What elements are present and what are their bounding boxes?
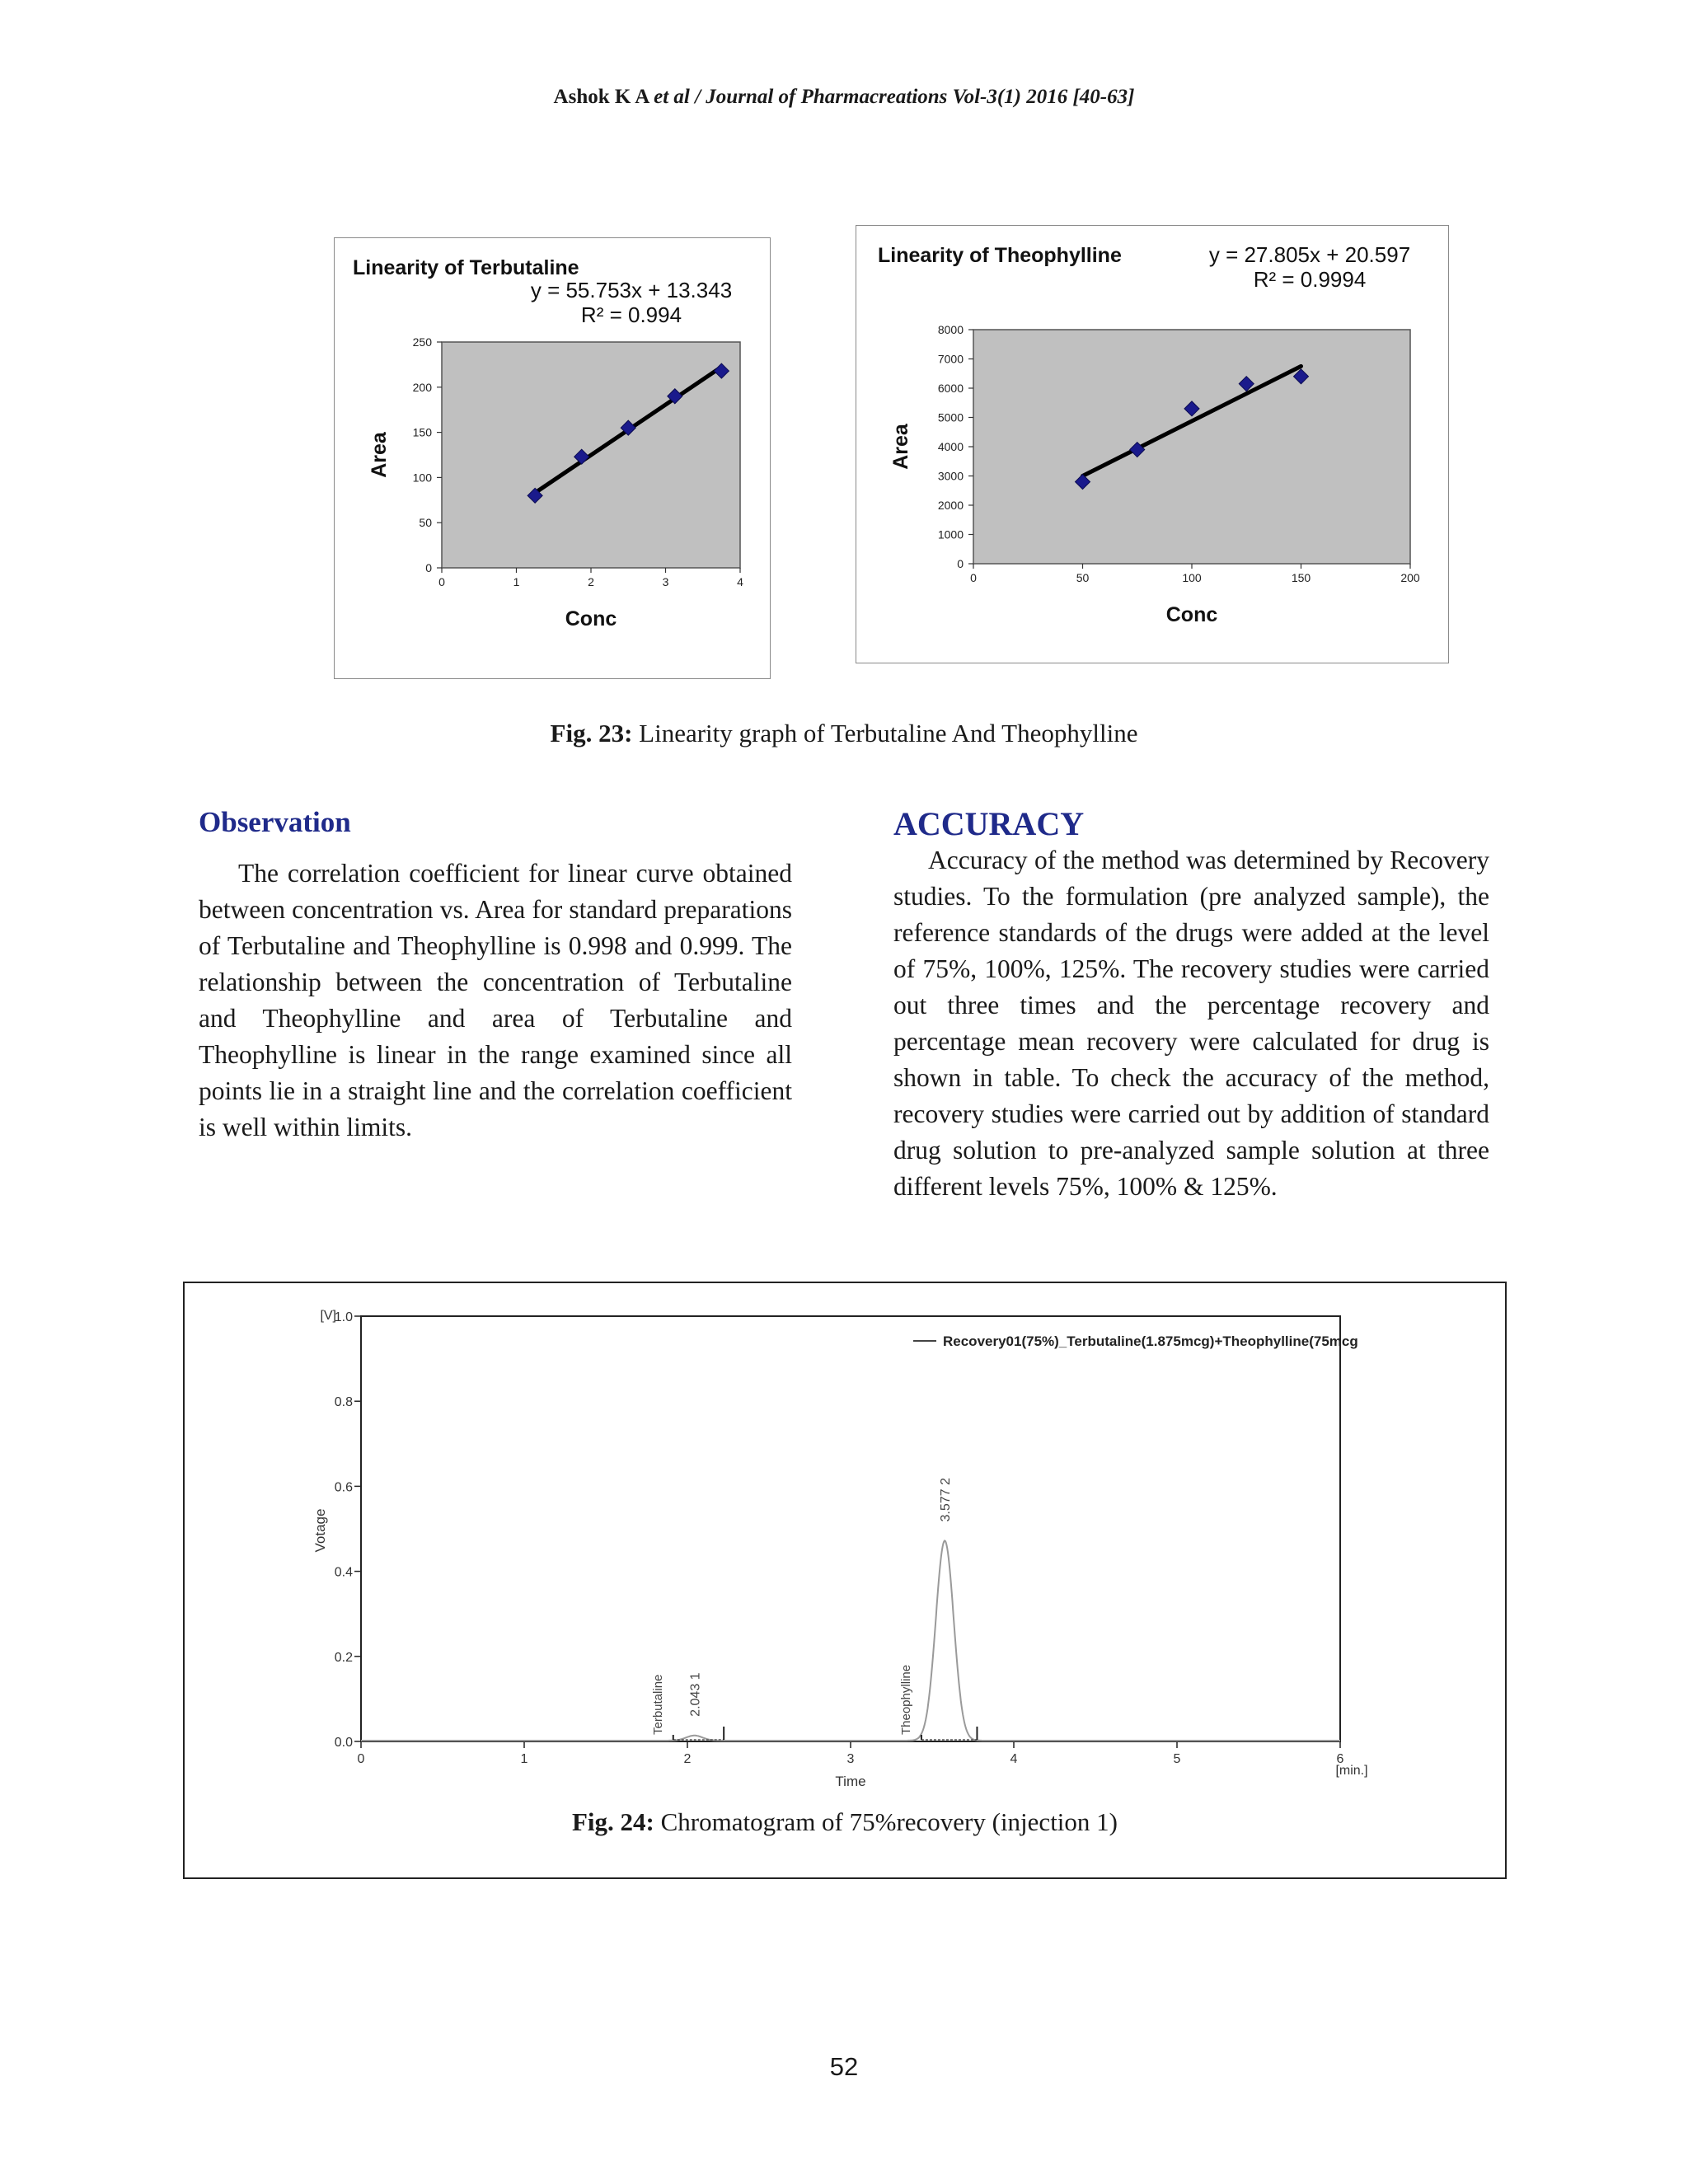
chromatogram-y-tick-label: 1.0	[334, 1310, 353, 1324]
terbutaline-r-squared: R² = 0.994	[580, 302, 682, 327]
chromatogram-x-tick-label: 5	[1173, 1752, 1181, 1766]
chromatogram-y-axis-label: Votage	[312, 1508, 328, 1553]
running-head	[0, 86, 1688, 109]
terbutaline-x-tick-label: 4	[737, 575, 743, 588]
theophylline-x-tick-label: 100	[1182, 571, 1202, 584]
terbutaline-y-tick-label: 150	[412, 425, 432, 439]
fig23-caption-label: Fig. 23:	[550, 719, 633, 748]
theophylline-y-tick-label: 7000	[937, 352, 964, 366]
terbutaline-equation: y = 55.753x + 13.343	[530, 278, 733, 302]
terbutaline-x-tick-label: 2	[588, 575, 594, 588]
page-number: 52	[829, 2052, 859, 2081]
accuracy-heading: ACCURACY	[893, 805, 1085, 842]
theophylline-y-tick-label: 6000	[937, 382, 964, 395]
running-head-journal: et al / Journal of Pharmacreations Vol-3(1) 2016 [40-63]	[654, 86, 1135, 108]
theophylline-plot-area	[973, 330, 1410, 564]
terbutaline-chart-title: Linearity of Terbutaline	[353, 256, 579, 279]
peak-compound-label: Theophylline	[898, 1664, 913, 1735]
theophylline-chart-frame	[856, 225, 1449, 663]
chromatogram-y-tick-label: 0.8	[334, 1395, 353, 1410]
chromatogram-x-unit: [min.]	[1335, 1764, 1368, 1778]
fig24-caption	[185, 1807, 1505, 1837]
running-head-author: Ashok K A	[553, 86, 649, 108]
theophylline-linearity-chart	[856, 226, 1448, 663]
chromatogram-y-unit: [V]	[320, 1309, 336, 1323]
chromatogram-x-tick-label: 6	[1336, 1752, 1344, 1766]
theophylline-equation: y = 27.805x + 20.597	[1208, 242, 1411, 267]
terbutaline-y-tick-label: 50	[419, 516, 432, 530]
chromatogram-chart	[185, 1283, 1505, 1811]
peak-rt-label: 3.577 2	[939, 1478, 954, 1522]
theophylline-x-tick-label: 0	[970, 571, 977, 584]
observation-paragraph: The correlation coefficient for linear curve obtained between concentration vs. Area for standard preparations of Terbutaline and Theophylline is 0.998 and 0.999. The relationship between the concentration of Terbutaline and Theophylline and area of Terbutaline and Theophylline is linear in the range examined since all points lie in a straight line and the correlation coefficient is well within limits.	[199, 859, 792, 1141]
fig23-caption-text: Linearity graph of Terbutaline And Theophylline	[632, 719, 1138, 748]
chromatogram-plot-frame	[361, 1316, 1340, 1741]
chromatogram-y-tick-label: 0.0	[334, 1736, 353, 1750]
theophylline-x-tick-label: 200	[1400, 571, 1420, 584]
terbutaline-x-axis-label: Conc	[565, 607, 617, 630]
chromatogram-trace	[361, 1541, 1340, 1741]
theophylline-chart-title: Linearity of Theophylline	[878, 244, 1122, 267]
theophylline-y-tick-label: 5000	[937, 410, 964, 424]
chromatogram-legend-text: Recovery01(75%)_Terbutaline(1.875mcg)+Theophylline(75mcg	[943, 1333, 1358, 1349]
chromatogram-x-tick-label: 3	[846, 1752, 855, 1766]
terbutaline-y-tick-label: 250	[412, 335, 432, 349]
peak-compound-label: Terbutaline	[650, 1674, 665, 1735]
theophylline-x-axis-label: Conc	[1165, 603, 1218, 626]
theophylline-y-axis-label: Area	[889, 424, 912, 470]
fig23-caption	[0, 719, 1688, 748]
chromatogram-x-tick-label: 4	[1010, 1752, 1018, 1766]
peak-rt-label: 2.043 1	[688, 1672, 703, 1717]
chromatogram-x-tick-label: 1	[520, 1752, 528, 1766]
chromatogram-x-tick-label: 0	[357, 1752, 365, 1766]
terbutaline-x-tick-label: 3	[662, 575, 669, 588]
terbutaline-y-tick-label: 0	[425, 561, 432, 574]
chromatogram-frame	[183, 1282, 1507, 1879]
chromatogram-x-axis-label: Time	[835, 1774, 866, 1789]
terbutaline-y-tick-label: 200	[412, 380, 432, 394]
terbutaline-x-tick-label: 1	[513, 575, 520, 588]
observation-heading: Observation	[199, 806, 351, 838]
theophylline-y-tick-label: 1000	[937, 527, 964, 541]
theophylline-y-tick-label: 2000	[937, 499, 964, 512]
fig24-caption-label: Fig. 24:	[572, 1807, 654, 1836]
theophylline-y-tick-label: 0	[957, 557, 964, 570]
chromatogram-y-tick-label: 0.2	[334, 1650, 353, 1665]
theophylline-x-tick-label: 50	[1076, 571, 1090, 584]
theophylline-x-tick-label: 150	[1291, 571, 1311, 584]
terbutaline-chart-frame	[334, 237, 771, 679]
chromatogram-x-tick-label: 2	[683, 1752, 692, 1766]
chromatogram-y-tick-label: 0.6	[334, 1480, 353, 1495]
terbutaline-x-tick-label: 0	[438, 575, 445, 588]
theophylline-y-tick-label: 3000	[937, 469, 964, 483]
theophylline-y-tick-label: 8000	[937, 323, 964, 336]
terbutaline-linearity-chart	[335, 238, 770, 678]
accuracy-paragraph: Accuracy of the method was determined by Recovery studies. To the formulation (pre analyzed sample), the reference standards of the drugs were added at the level of 75%, 100%, 125%. The recovery studies were carried out three times and the percentage recovery and percentage mean recovery were calculated for drug is shown in table. To check the accuracy of the method, recovery studies were carried out by addition of standard drug solution to pre-analyzed sample solution at three different levels 75%, 100% & 125%.	[893, 846, 1489, 1201]
theophylline-y-tick-label: 4000	[937, 440, 964, 453]
terbutaline-y-axis-label: Area	[368, 432, 391, 478]
fig24-caption-text: Chromatogram of 75%recovery (injection 1)	[654, 1807, 1118, 1836]
chromatogram-y-tick-label: 0.4	[334, 1565, 353, 1580]
terbutaline-y-tick-label: 100	[412, 471, 432, 485]
theophylline-r-squared: R² = 0.9994	[1253, 267, 1367, 292]
